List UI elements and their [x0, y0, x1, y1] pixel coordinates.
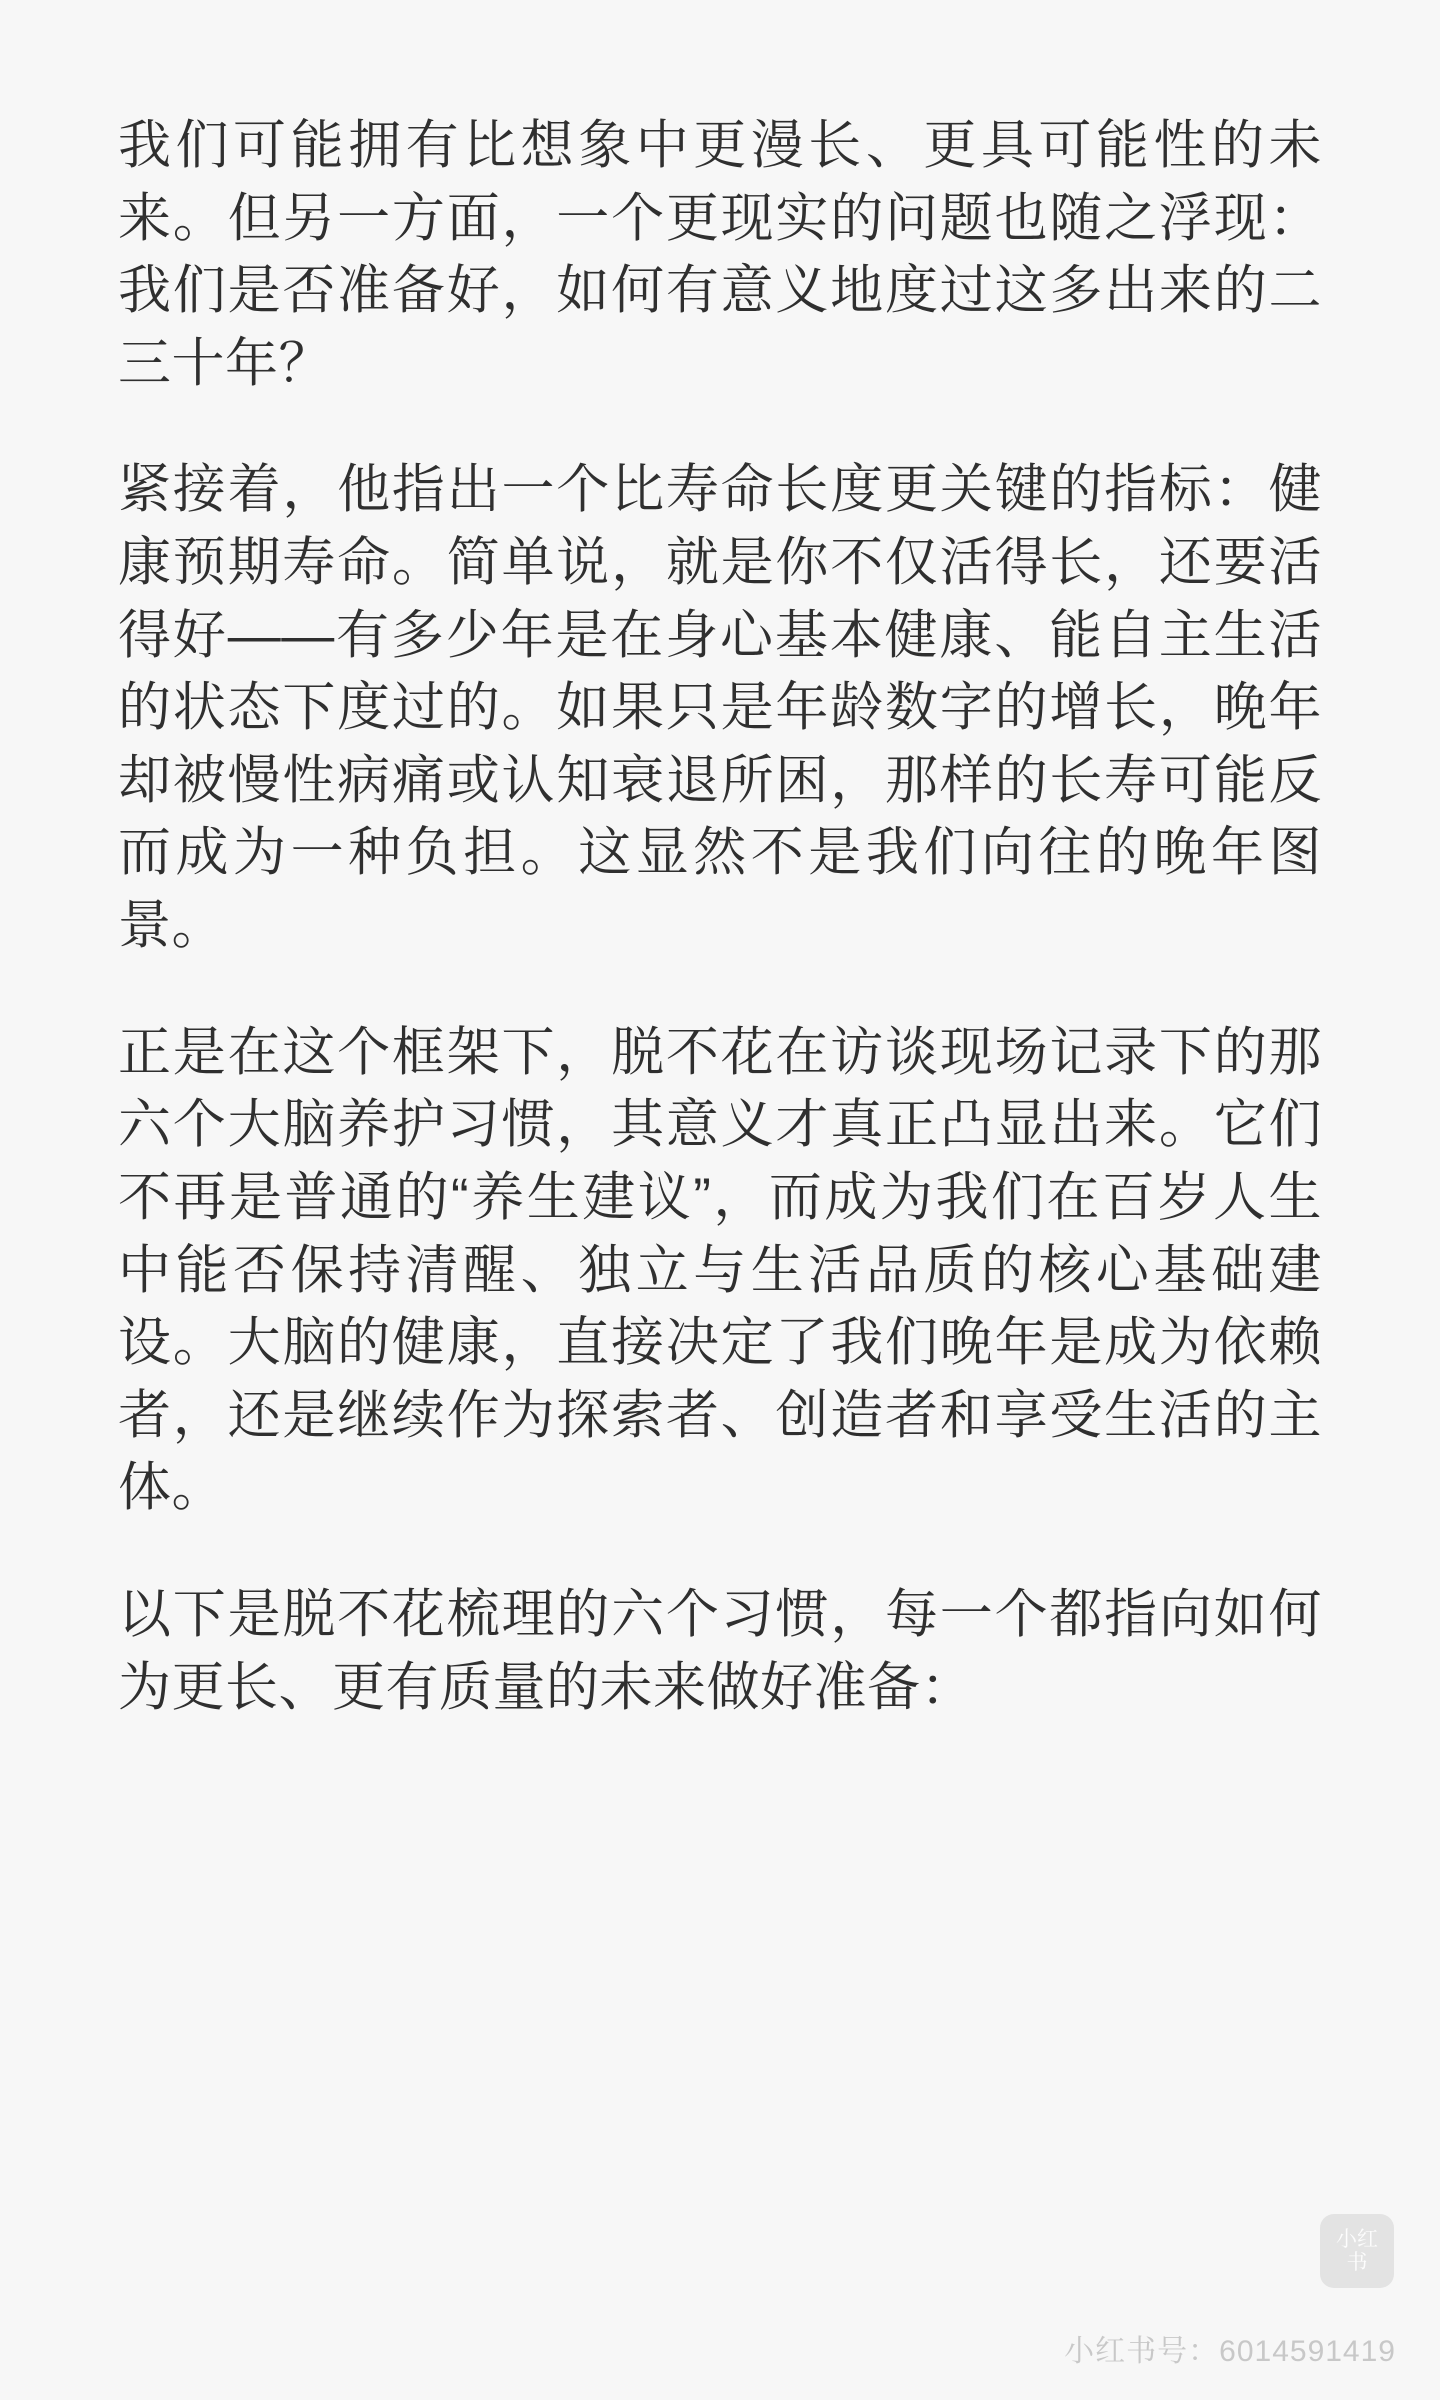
- watermark-account-id: 小红书号：6014591419: [1064, 2335, 1396, 2368]
- paragraph-1: 我们可能拥有比想象中更漫长、更具可能性的未来。但另一方面，一个更现实的问题也随之浮现：我们是否准备好，如何有意义地度过这多出来的二三十年？: [118, 116, 1322, 393]
- paragraph-2: 紧接着，他指出一个比寿命长度更关键的指标：健康预期寿命。简单说，就是你不仅活得长，还要活得好——有多少年是在身心基本健康、能自主生活的状态下度过的。如果只是年龄数字的增长，晚年却被慢性病痛或认知衰退所困，那样的长寿可能反而成为一种负担。这显然不是我们向往的晚年图景。: [118, 460, 1322, 956]
- xiaohongshu-logo-icon: [1320, 2214, 1394, 2288]
- article-body: [118, 110, 1322, 1724]
- paragraph-3: 正是在这个框架下，脱不花在访谈现场记录下的那六个大脑养护习惯，其意义才真正凸显出来。它们不再是普通的“养生建议”，而成为我们在百岁人生中能否保持清醒、独立与生活品质的核心基础建设。大脑的健康，直接决定了我们晚年是成为依赖者，还是继续作为探索者、创造者和享受生活的主体。: [118, 1022, 1322, 1518]
- paragraph-4: 以下是脱不花梳理的六个习惯，每一个都指向如何为更长、更有质量的未来做好准备：: [118, 1584, 1322, 1717]
- watermark-logo-text: 小红书: [1336, 2228, 1378, 2274]
